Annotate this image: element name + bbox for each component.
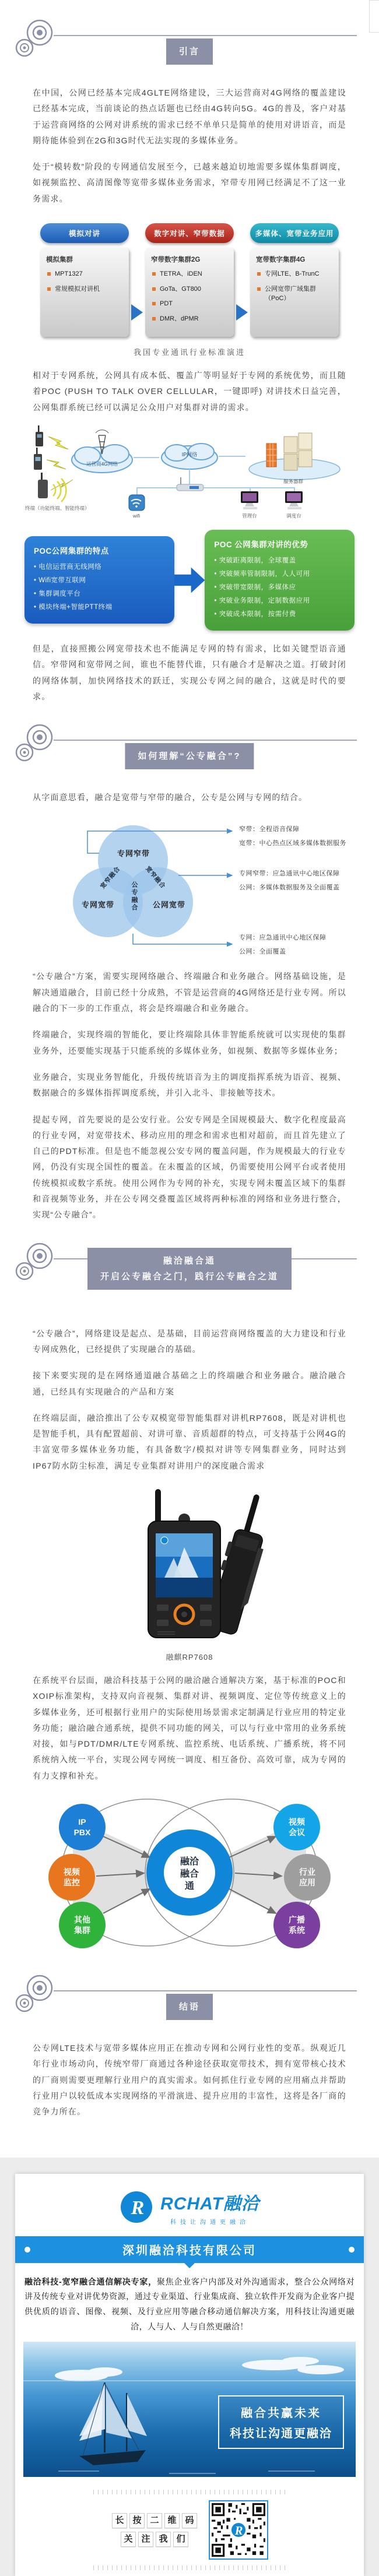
evo-column-broadband xyxy=(250,223,339,337)
management-console xyxy=(241,491,258,519)
evo-pill-digital: 数字对讲、窄带数据 xyxy=(145,223,234,243)
svg-text:IP网络: IP网络 xyxy=(181,451,198,458)
svg-text:R: R xyxy=(234,2525,243,2538)
company-description: 融洽科技-宽窄融合通信解决专家，聚焦企业客户内部及对外沟通需求，整合公众网络对讲及传统专业对讲优势资源，通过专业渠道、行业集成商、独立软件开发商为企业客户提供优质的语音、图像、视频、及行业应用等融合移动通信解决方案，用科技让沟通更融洽，人与人、人与自然更融洽！ xyxy=(24,2276,355,2332)
s2-paragraph-1: 从字面意思看，融合是宽带与窄带的融合，公专是公网与专网的结合。 xyxy=(33,793,308,803)
dispatch-console xyxy=(285,491,303,519)
poc-advantages-box: POC 公网集群对讲的优势 • 突破距离限制，全球覆盖 • 突破频率管制限制，人人可用 • 突破带宽限制，多媒体应 • 突破业务限制，定制数据应用 • 突破成本限制，按需付费 xyxy=(205,530,355,631)
evo-arrow-right-icon xyxy=(236,304,248,321)
hub-center xyxy=(146,1829,233,1916)
qr-follow-section xyxy=(93,2485,286,2576)
device-caption: 融麒RP7608 xyxy=(166,1652,213,1662)
svg-text:系统: 系统 xyxy=(289,1926,305,1935)
evo-pill-analog: 模拟对讲 xyxy=(40,223,129,243)
svg-text:应用: 应用 xyxy=(299,1878,315,1888)
section-title: 引言 xyxy=(166,38,213,65)
ruler-decoration xyxy=(93,2490,286,2494)
svg-text:通: 通 xyxy=(184,1881,195,1892)
server-cluster xyxy=(249,433,340,484)
svg-text:监控: 监控 xyxy=(64,1878,80,1888)
venn-label-left: 专网宽带 xyxy=(82,900,115,910)
evo-card-analog: 模拟集群 MPT1327 常规模拟对讲机 xyxy=(40,248,129,337)
radio-terminals xyxy=(34,425,48,498)
ip-cloud xyxy=(162,444,217,469)
venn-label-right: 公网宽带 xyxy=(153,900,186,910)
svg-text:IP: IP xyxy=(78,1817,86,1827)
s2-paragraph-2: “公专融合”方案，需要实现网络融合、终端融合和业务融合。网络基础设施，是解决通道融合，目前已经十分成熟，不管是运营商的4G网络还是行业专网。所以融合的下一步的工作重点，将会是终端融合和业务融合。 xyxy=(33,972,346,1013)
svg-text:其他: 其他 xyxy=(74,1915,90,1925)
venn-annotation-2: 专网窄带：应急通讯中心地区保障 公网：多媒体数据服务及全面覆盖 xyxy=(239,870,340,891)
lightning-bolts xyxy=(47,437,73,490)
svg-text:集群: 集群 xyxy=(74,1926,90,1935)
company-card xyxy=(15,2174,364,2576)
intro-paragraph-1: 在中国，公网已经基本完成4GLTE网络建设，三大运营商对4G网络的覆盖建设已经基本完成，当前谈论的热点话题也已经由4G转向5G。4G的普及，客户对基于运营商网络的公网对讲系统的需求已经不单单只是简单的使用对讲语音，而是期待能体验到在2G和3G时代无法实现的多媒体业务。 xyxy=(33,88,346,145)
ship xyxy=(79,2383,147,2465)
evo-column-digital xyxy=(145,223,234,337)
svg-text:运营商4G网络: 运营商4G网络 xyxy=(86,460,118,467)
poc-paragraph: 相对于专网系统，公网具有成本低、覆盖广等明显好于专网的系统优势，而且随着POC (PUSH TO TALK OVER CELLULAR，一键即呼) 对讲技术日益完善，公网集群系统已经可以满足公众用户对集群对讲的需求。 xyxy=(33,371,346,412)
brand-banner-image xyxy=(23,2342,356,2477)
qr-code xyxy=(209,2500,268,2560)
company-logo xyxy=(15,2189,364,2226)
svg-text:管理台: 管理台 xyxy=(242,512,257,519)
svg-text:行业: 行业 xyxy=(299,1867,315,1877)
venn-overlap-center: 公专融合 xyxy=(131,881,138,912)
circles-decoration-icon xyxy=(15,1241,54,1282)
block-arrow-icon xyxy=(174,567,205,593)
hub-node-other-clusters xyxy=(59,1902,106,1948)
section-divider-line xyxy=(54,740,357,741)
venn-annotation-3: 专网：应急通讯中心地区保障 公网：全面覆盖 xyxy=(239,934,327,955)
poc-comparison xyxy=(24,530,355,631)
circles-decoration-icon xyxy=(15,17,54,58)
section-divider-line xyxy=(54,35,357,36)
company-name: 深圳融洽科技有限公司 xyxy=(122,2244,257,2258)
banner-dot-left xyxy=(24,2247,30,2253)
standards-evolution-diagram xyxy=(17,223,362,337)
evo-pill-broadband: 多媒体、宽带业务应用 xyxy=(250,223,339,243)
s2-paragraph-5: 提起专网，首先要说的是公安行业。公安专网是全国规模最大、数字化程度最高的行业专网，对宽带技术、移动应用的理念和需求也相对超前，而且首先建立了自己的PDT标准。但是也不能忽视公安专网的覆盖问题，作为规模最大的行业专网，仍没有实现全国性的覆盖。在未覆盖的区域，仍需要使用公网平台或者使用传统模拟或数字系统。使用公网作为专网的补充，实现专网未覆盖区域下的集群和音视频等业务，并在公专网交叠覆盖区域将两种标准的网络和业务进行整合，实现“公专融合”。 xyxy=(33,1114,346,1220)
section-divider-line xyxy=(54,1990,357,1991)
banner-notch xyxy=(184,2262,195,2268)
hub-node-video-surveillance xyxy=(48,1854,95,1901)
wifi-box-icon xyxy=(129,495,145,519)
s2-paragraph-3: 终端融合，实现终端的智能化，要让终端除具体非智能系统就可以实现使的集群业务外，还要能实现基于只能系统的多媒体业务，如视频、数据等多媒体业务； xyxy=(33,1030,346,1055)
svg-text:R: R xyxy=(131,2197,145,2219)
ruler-decoration xyxy=(93,2566,286,2570)
slogan-box: 融合共赢未来 科技让沟通更融洽 xyxy=(218,2395,344,2449)
s3-paragraph-1: “公专融合”，网络建设是起点、是基础，目前运营商网络覆盖的大力建设和行业专网成熟化，已经提供了实现融合的基础。 xyxy=(33,1328,346,1354)
banner-dot-right xyxy=(349,2247,355,2253)
svg-text:会议: 会议 xyxy=(289,1828,305,1838)
section-title: 如何理解“公专融合”? xyxy=(125,743,254,769)
svg-text:wifi: wifi xyxy=(132,512,141,519)
evolution-caption: 我国专业通讯行业标准演进 xyxy=(133,348,245,357)
qr-text-line1: 长 按 二 维 码 xyxy=(111,2511,198,2530)
wifi-waves-icon xyxy=(53,478,66,502)
section-header-understanding xyxy=(0,719,379,772)
hub-node-video-conference xyxy=(273,1804,320,1850)
terminals-label: 终端（功能终端、智能终端） xyxy=(25,505,90,511)
device-front-radio xyxy=(148,1489,220,1638)
hub-node-industry-apps xyxy=(284,1854,331,1901)
venn-overlap-right: 宽窄融合 xyxy=(144,865,167,891)
logo-wordmark: RCHAT融洽 xyxy=(160,2194,259,2213)
rp7608-device-image xyxy=(99,1489,280,1642)
svg-text:服务器群: 服务器群 xyxy=(283,478,304,484)
section-header-intro xyxy=(0,14,379,68)
s3-paragraph-3: 在终端层面，融洽推出了公专双模宽带智能集群对讲机RP7608，既是对讲机也是智能手机，具有配置超前、对讲可靠、音质超群的特点，可支持基于公网4G的丰富宽带多媒体业务功能，有具备数字/模拟对讲等专网集群业务，同时达到IP67防水防尘标准，满足专业集群对讲用户的深度融合需求 xyxy=(33,1413,346,1470)
rchat-logo-icon xyxy=(120,2190,153,2224)
poc-features-box: POC公网集群的特点 • 电信运营商无线网络 • Wifi宽带互联网 • 集群调度平台 • 模块终端+智能PTT终端 xyxy=(24,536,174,624)
svg-text:融洽: 融洽 xyxy=(180,1857,199,1867)
svg-text:视频: 视频 xyxy=(289,1817,305,1827)
circles-decoration-icon xyxy=(15,1973,54,2014)
company-name-banner xyxy=(15,2236,364,2263)
section-title: 结语 xyxy=(166,1994,213,2020)
footer-area xyxy=(0,2158,379,2576)
router-icon xyxy=(177,469,203,491)
evo-column-analog xyxy=(40,223,129,337)
svg-text:视频: 视频 xyxy=(64,1867,80,1877)
operator-4g-cloud xyxy=(72,430,132,473)
svg-text:PBX: PBX xyxy=(73,1828,91,1838)
section-header-rchat xyxy=(0,1237,379,1308)
s4-paragraph-1: 公专网LTE技术与宽带多媒体应用正在推动专网和公网行业性的变革。纵观近几年行业市场动向，传统窄带厂商通过各种途径获取宽带技术，拥有宽带核心技术的厂商则需要更理解行业用户的真实需求。如何抓住行业专网的应用痛点并帮助行业用户以较低成本实现网络的平滑演进、提升应用的丰富性，这将是各厂商的竞争力所在。 xyxy=(33,2043,346,2117)
svg-text:广播: 广播 xyxy=(289,1915,305,1925)
intro-paragraph-2: 处于“模转数”阶段的专网通信发展至今，已越来越迫切地需要多媒体集群调度，如视频监控、高清图像等宽带多媒体业务需求，窄带专用网已经满足不了这一业务需求。 xyxy=(33,162,346,203)
venn-label-top: 专网窄带 xyxy=(117,849,150,858)
hub-node-ip-pbx xyxy=(59,1804,106,1850)
evo-card-digital: 窄带数字集群2G TETRA、iDEN GoTa、GT800 PDT DMR、dPMR xyxy=(145,248,234,337)
venn-annotation-1: 窄带：全程语音保障 宽带：中心热点区域多媒体数据服务 xyxy=(239,826,346,847)
venn-overlap-left: 宽窄融合 xyxy=(99,865,122,891)
svg-text:调度台: 调度台 xyxy=(286,512,301,519)
fusion-hub-diagram xyxy=(15,1790,364,1955)
logo-tagline: 科技让沟通更融洽 xyxy=(170,2219,250,2226)
evo-arrow-right-icon xyxy=(131,304,143,321)
section-title: 融洽融合通 开启公专融合之门，践行公专融合之道 xyxy=(87,1248,292,1290)
evo-card-broadband: 宽带数字集群4G 专网LTE、B-TrunC 公网宽带广域集群（PoC） xyxy=(250,248,339,337)
s2-paragraph-4: 业务融合，实现业务智能化，升级传统语音为主的调度指挥系统为语音、视频、数据融合的多媒体指挥调度系统，并引入北斗、非接触等技术。 xyxy=(33,1072,346,1098)
qr-text-line2: 关 注 我 们 xyxy=(111,2530,198,2549)
but-paragraph: 但是，直接照搬公网宽带技术也不能满足专网的特有需求，比如关键型语音通信。窄带网和宽带网之间，谁也不能替代谁，只有融合才是解决之道。打破封闭的网络体制，加快网络技术的跃迁，实现公专网之间的融合，这就是时代的要求。 xyxy=(33,643,346,701)
svg-text:融合: 融合 xyxy=(180,1869,199,1880)
hub-node-broadcast-system xyxy=(273,1902,320,1948)
circles-decoration-icon xyxy=(15,722,54,763)
poc-network-diagram xyxy=(15,424,364,522)
s3-paragraph-4: 在系统平台层面，融洽科技基于公网的融洽融合通解决方案，基于标准的POC和XOIP标准架构，支持双向音视频、集群对讲、视频调度、定位等传统意义上的多媒体业务，还可根据行业用户的实际使用场景需求定制满足行业应用的特定业务功能；融洽融合通系统，提供不同功能的网关，可以与行业中常用的业务系统对接，如与PDT/DMR/LTE专网系统、监控系统、电话系统、广播系统，将不同系统纳入统一平台，实现公网专网统一调度、相互备份、高效可靠，成为专网的有力支撑和补充。 xyxy=(33,1675,346,1780)
s3-paragraph-2: 接下来要实现的是在网络通道融合基础之上的终端融合和业务融合。融洽融合通，已经具有实现融合的产品和方案 xyxy=(33,1371,346,1396)
venn-diagram xyxy=(22,817,357,958)
section-header-conclusion xyxy=(0,1969,379,2023)
